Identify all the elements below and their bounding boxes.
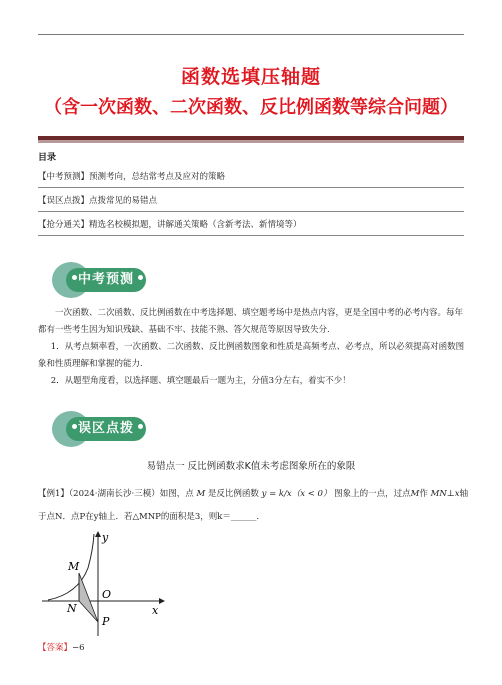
toc-divider bbox=[38, 211, 464, 212]
label-n: N bbox=[67, 602, 77, 615]
badge-dot bbox=[138, 424, 143, 429]
answer-line bbox=[38, 641, 85, 653]
badge-dot bbox=[72, 424, 77, 429]
page-title: 函数选填压轴题 bbox=[180, 66, 321, 88]
badge-label: 误区点拨 bbox=[66, 417, 146, 441]
coordinate-figure bbox=[38, 528, 178, 640]
label-m: M bbox=[68, 560, 80, 573]
forecast-point-2: 2．从题型角度看，以选择题、填空题最后一题为主，分值3分左右，着实不少！ bbox=[50, 376, 351, 386]
header-rule bbox=[38, 34, 464, 35]
example-text: 如图，点 bbox=[159, 489, 194, 499]
answer-value: −6 bbox=[72, 643, 85, 653]
example-text: 是反比例函数 bbox=[207, 489, 259, 499]
badge-label: 中考预测 bbox=[66, 268, 146, 292]
function-expression: y = k/x（x < 0） bbox=[261, 489, 332, 499]
example-line-1 bbox=[38, 487, 468, 499]
label-x: x bbox=[152, 604, 159, 617]
example-line-2: 于点N．点P在y轴上．若△MNP的面积是3，则k＝______. bbox=[38, 512, 260, 522]
mistake-subheading: 易错点一 反比例函数求K值未考虑图象所在的象限 bbox=[146, 461, 356, 472]
point-m: M bbox=[410, 489, 420, 499]
toc-heading: 目录 bbox=[38, 153, 57, 163]
label-p: P bbox=[102, 615, 110, 628]
toc-divider bbox=[38, 235, 464, 236]
badge-dot bbox=[138, 275, 143, 280]
example-label: 【例1】 bbox=[38, 489, 69, 499]
badge-dot bbox=[72, 275, 77, 280]
example-text: 作 bbox=[419, 489, 428, 499]
point-m: M bbox=[196, 489, 206, 499]
toc-divider bbox=[38, 187, 464, 188]
label-y: y bbox=[102, 531, 109, 544]
toc-item-forecast: 【中考预测】预测考向，总结常考点及应对的策略 bbox=[38, 172, 226, 182]
triangle-mnp bbox=[79, 573, 98, 622]
title-divider-light bbox=[38, 140, 464, 143]
segment-mn: MN bbox=[430, 489, 447, 499]
toc-item-mistakes: 【误区点拨】点拨常见的易错点 bbox=[38, 196, 158, 206]
toc-item-practice: 【抢分通关】精选名校模拟题，讲解通关策略（含新考法、新情境等） bbox=[38, 220, 302, 230]
forecast-point-1: 1．从考点频率看，一次函数、二次函数、反比例函数图象和性质是高频考点、必考点，所以必须提高对函数图象和性质理解和掌握的能力. bbox=[38, 342, 465, 369]
page-subtitle: （含一次函数、二次函数、反比例函数等综合问题） bbox=[44, 97, 458, 118]
example-text: 轴 bbox=[459, 489, 469, 499]
example-text: 图象上的一点，过点 bbox=[334, 489, 411, 499]
example-source: （2024·湖南长沙·三模） bbox=[68, 489, 160, 499]
forecast-paragraph: 一次函数、二次函数、反比例函数在中考选择题、填空题考场中是热点内容，更是全国中考的必考内容。每年都有一些考生因为知识残缺、基础不牢、技能不熟、答欠规范等原因导致失分. bbox=[38, 308, 464, 335]
answer-label: 【答案】 bbox=[38, 643, 73, 653]
perp-symbol: ⊥ bbox=[446, 489, 455, 499]
label-o: O bbox=[102, 588, 112, 601]
axis-x: x bbox=[454, 489, 460, 499]
